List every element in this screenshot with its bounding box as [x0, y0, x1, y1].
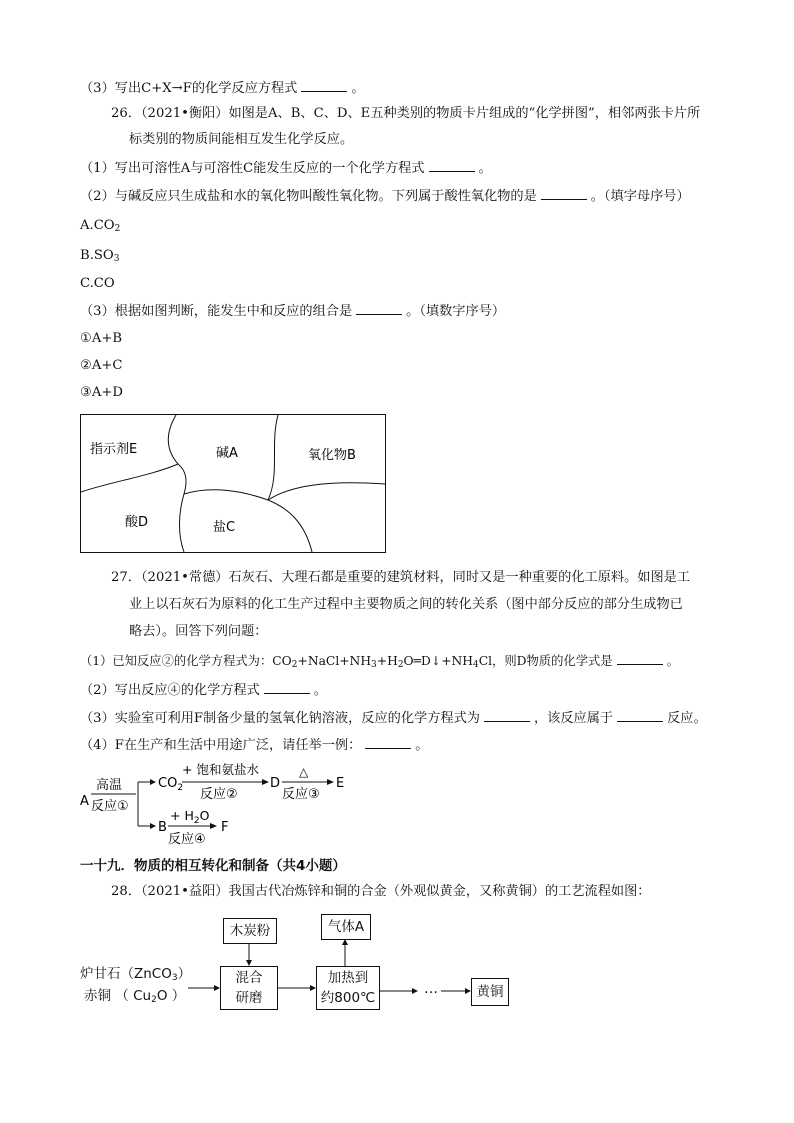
diagram-high-temp: 高温: [96, 778, 123, 793]
flow-charcoal-box: 木炭粉: [223, 918, 277, 944]
flow-ore-copper: 赤铜 （ $Cu_2O$ ）: [84, 988, 186, 1005]
diagram-node-a: A: [80, 794, 89, 809]
flow-ellipsis: …: [424, 981, 438, 997]
q26-option-2: ②A+C: [80, 358, 123, 373]
flow-arrowhead: [412, 988, 418, 994]
q27-part3: （3）实验室可利用F制备少量的氢氧化钠溶液，反应的化学方程式为 ，该反应属于 反应。: [80, 711, 707, 726]
q27-part1: （1）已知反应②的化学方程式为：$CO_2+NaCl+NH_3+H_2O═D↓+NH_4Cl$，则D物质的化学式是 。: [80, 654, 679, 670]
flow-arrowhead: [465, 988, 471, 994]
section-heading: 一十九．物质的相互转化和制备（共4小题）: [80, 858, 346, 874]
q27-head-line1: 27．（2021•常德）石灰石、大理石都是重要的建筑材料，同时又是一种重要的化工原料。如图是工: [111, 570, 691, 585]
q26-option-3: ③A+D: [80, 385, 123, 400]
q26-part2: （2）与碱反应只生成盐和水的氧化物叫酸性氧化物。下列属于酸性氧化物的是 。（填字母序号）: [80, 189, 690, 204]
q26-part3: （3）根据如图判断，能发生中和反应的组合是 。（填数字序号）: [80, 304, 506, 319]
flow-arrowhead: [246, 960, 252, 966]
diagram-reaction-3: 反应③: [282, 787, 320, 802]
diagram-reaction-4: 反应④: [168, 832, 206, 847]
flow-arrowhead: [342, 939, 348, 945]
diagram-reaction-1: 反应①: [91, 799, 129, 814]
flow-brass-box: 黄铜: [471, 978, 509, 1006]
diagram-water: + $H_2O$: [170, 808, 210, 826]
diagram-node-b: B: [158, 820, 167, 835]
puzzle-salt-c: 盐C: [213, 520, 236, 535]
flow-arrowhead: [214, 985, 220, 991]
puzzle-oxide-b: 氧化物B: [308, 448, 356, 463]
diagram-node-e: E: [336, 776, 345, 791]
q27-head-line2: 业上以石灰石为原料的化工生产过程中主要物质之间的转化关系（图中部分反应的部分生成物已: [129, 597, 683, 612]
diagram-node-co2: $CO_2$: [158, 776, 184, 793]
diagram-heat-symbol: △: [299, 765, 309, 779]
q26-option-1: ①A+B: [80, 331, 123, 346]
q26-option-b: $B.SO_3$: [80, 248, 120, 264]
q26-part1: （1）写出可溶性A与可溶性C能发生反应的一个化学方程式 。: [80, 161, 492, 176]
puzzle-base-a: 碱A: [216, 446, 238, 461]
q26-option-c: C.CO: [80, 276, 115, 291]
q27-part4: （4）F在生产和生活中用途广泛，请任举一例： 。: [80, 738, 429, 753]
q27-head-line3: 略去）。回答下列问题：: [129, 624, 268, 639]
q25-part3: （3）写出C+X→F的化学反应方程式 。: [80, 81, 365, 96]
diagram-node-f: F: [221, 820, 229, 835]
q26-head-line2: 标类别的物质间能相互发生化学反应。: [129, 132, 354, 147]
flow-ore-zinc: 炉甘石（ZnCO$_3$）: [80, 966, 192, 983]
flow-gas-a-box: 气体A: [321, 914, 371, 940]
q28-head: 28．（2021•益阳）我国古代冶炼锌和铜的合金（外观似黄金，又称黄铜）的工艺流程如图：: [111, 884, 651, 899]
puzzle-indicator-e: 指示剂E: [90, 442, 138, 457]
flow-heat-box: 加热到 约800℃: [316, 966, 380, 1010]
diagram-reaction-2: 反应②: [200, 787, 238, 802]
q27-part2: （2）写出反应④的化学方程式 。: [80, 683, 328, 698]
diagram-ammonia-brine: + 饱和氨盐水: [182, 762, 259, 777]
flow-mix-grind-box: 混合 研磨: [220, 966, 278, 1010]
diagram-node-d: D: [270, 776, 281, 791]
puzzle-acid-d: 酸D: [125, 515, 149, 530]
flow-arrowhead: [310, 985, 316, 991]
q26-head-line1: 26．（2021•衡阳）如图是A、B、C、D、E五种类别的物质卡片组成的“化学拼图”，相邻两张卡片所: [111, 106, 701, 121]
q26-option-a: $A.CO_2$: [80, 218, 121, 234]
